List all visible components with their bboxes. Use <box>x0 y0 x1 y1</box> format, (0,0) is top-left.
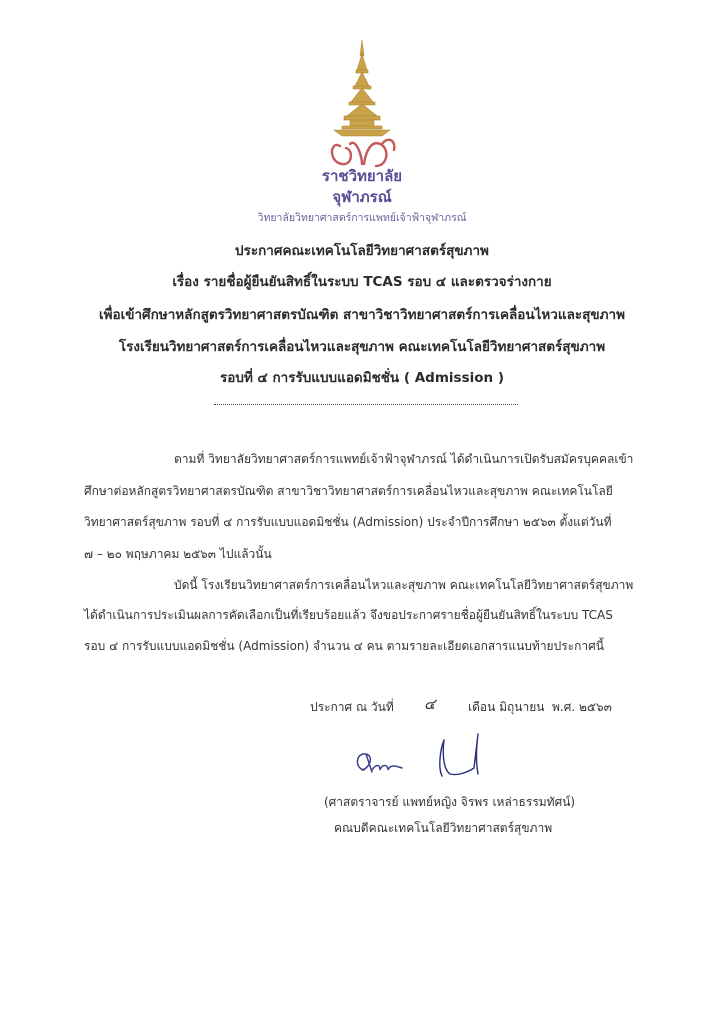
heading-line5: รอบที่ ๔ การรับแบบแอดมิชชั่น ( Admission ) <box>220 370 504 386</box>
institution-name-line2: จุฬาภรณ์ <box>332 188 392 206</box>
signatory-title: คณบดีคณะเทคโนโลยีวิทยาศาสตร์สุขภาพ <box>334 821 553 835</box>
announcement-month: เดือน มิถุนายน <box>468 700 545 714</box>
college-logo <box>320 40 404 180</box>
dotted-divider <box>214 404 518 405</box>
paragraph2-line2: ได้ดำเนินการประเมินผลการคัดเลือกเป็นที่เรียบร้อยแล้ว จึงขอประกาศรายชื่อผู้ยืนยันสิทธิ์ในระบบ TCAS <box>84 608 613 622</box>
paragraph1-line2: ศึกษาต่อหลักสูตรวิทยาศาสตรบัณฑิต สาขาวิชาวิทยาศาสตร์การเคลื่อนไหวและสุขภาพ คณะเทคโนโลยี <box>84 484 613 498</box>
heading-line3: เพื่อเข้าศึกษาหลักสูตรวิทยาศาสตรบัณฑิต สาขาวิชาวิทยาศาสตร์การเคลื่อนไหวและสุขภาพ <box>99 307 625 323</box>
heading-line4: โรงเรียนวิทยาศาสตร์การเคลื่อนไหวและสุขภาพ คณะเทคโนโลยีวิทยาศาสตร์สุขภาพ <box>118 339 606 355</box>
heading-line1: ประกาศคณะเทคโนโลยีวิทยาศาสตร์สุขภาพ <box>235 243 489 259</box>
institution-full-name: วิทยาลัยวิทยาศาสตร์การแพทย์เจ้าฟ้าจุฬาภรณ์ <box>257 212 467 224</box>
dean-signature <box>428 730 500 782</box>
signatory-name: (ศาสตราจารย์ แพทย์หญิง จิรพร เหล่าธรรมทัศน์) <box>324 795 576 809</box>
paragraph2-line3: รอบ ๔ การรับแบบแอดมิชชั่น (Admission) จำนวน ๔ คน ตามรายละเอียดเอกสารแนบท้ายประกาศนี้ <box>84 639 604 653</box>
paragraph1-line3: วิทยาศาสตร์สุขภาพ รอบที่ ๔ การรับแบบแอดมิชชั่น (Admission) ประจำปีการศึกษา ๒๕๖๓ ตั้งแต่วันที่ <box>84 515 612 529</box>
paragraph1-line4: ๗ – ๒๐ พฤษภาคม ๒๕๖๓ ไปแล้วนั้น <box>84 547 272 561</box>
initial-signature <box>350 740 404 780</box>
announcement-day: ๔ <box>424 695 436 713</box>
paragraph1-line1: ตามที่ วิทยาลัยวิทยาศาสตร์การแพทย์เจ้าฟ้าจุฬาภรณ์ ได้ดำเนินการเปิดรับสมัครบุคคลเข้า <box>174 452 634 466</box>
heading-line2: เรื่อง รายชื่อผู้ยืนยันสิทธิ์ในระบบ TCAS รอบ ๔ และตรวจร่างกาย <box>172 274 552 290</box>
announcement-year: พ.ศ. ๒๕๖๓ <box>552 700 612 714</box>
announcement-prefix: ประกาศ ณ วันที่ <box>310 700 394 714</box>
paragraph2-line1: บัดนี้ โรงเรียนวิทยาศาสตร์การเคลื่อนไหวและสุขภาพ คณะเทคโนโลยีวิทยาศาสตร์สุขภาพ <box>174 578 634 592</box>
institution-name-line1: ราชวิทยาลัย <box>321 167 403 185</box>
